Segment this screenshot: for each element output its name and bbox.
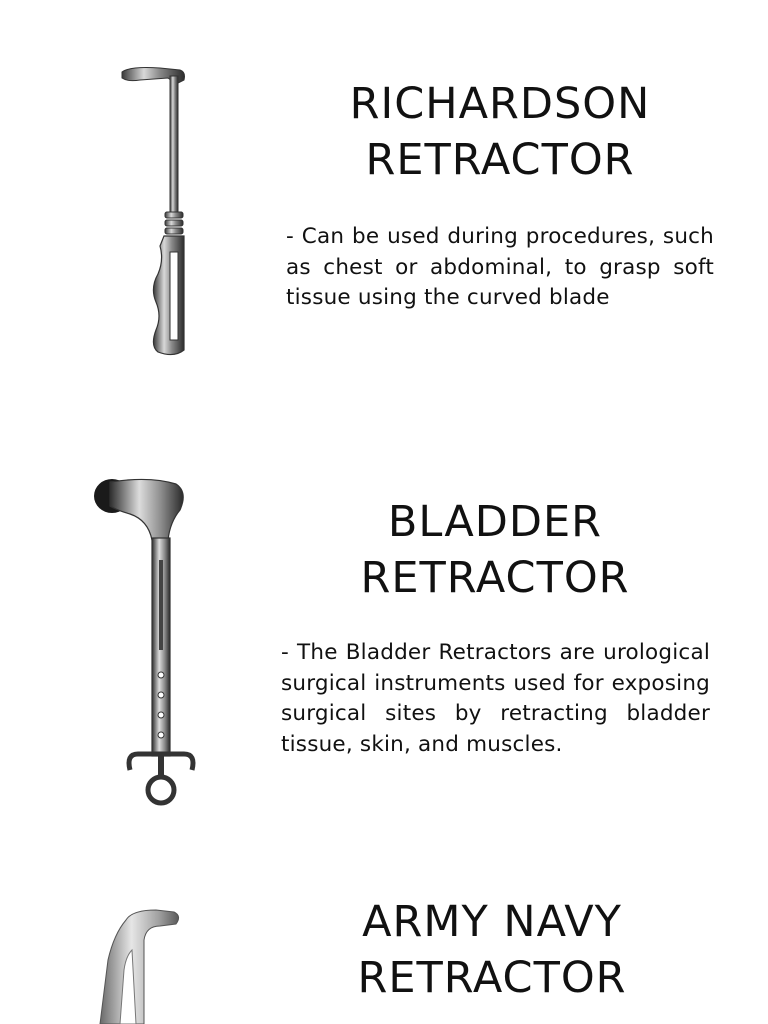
richardson-retractor-icon <box>100 60 210 360</box>
instrument-title: RICHARDSON RETRACTOR <box>349 79 651 185</box>
instrument-title: ARMY NAVY RETRACTOR <box>357 897 627 1003</box>
instrument-title: BLADDER RETRACTOR <box>360 497 630 603</box>
instrument-description: - Can be used during procedures, such as chest or abdominal, to grasp soft tissue using the curved blade <box>286 224 714 310</box>
bladder-retractor-section <box>0 440 768 840</box>
army-navy-retractor-icon <box>60 900 200 1024</box>
instrument-description: - The Bladder Retractors are urological surgical instruments used for exposing surgical sites by retracting bladder tissue, skin, and muscles. <box>281 640 710 757</box>
army-navy-retractor-section <box>0 880 768 1024</box>
bladder-retractor-icon <box>80 470 210 815</box>
richardson-retractor-section <box>0 0 768 400</box>
